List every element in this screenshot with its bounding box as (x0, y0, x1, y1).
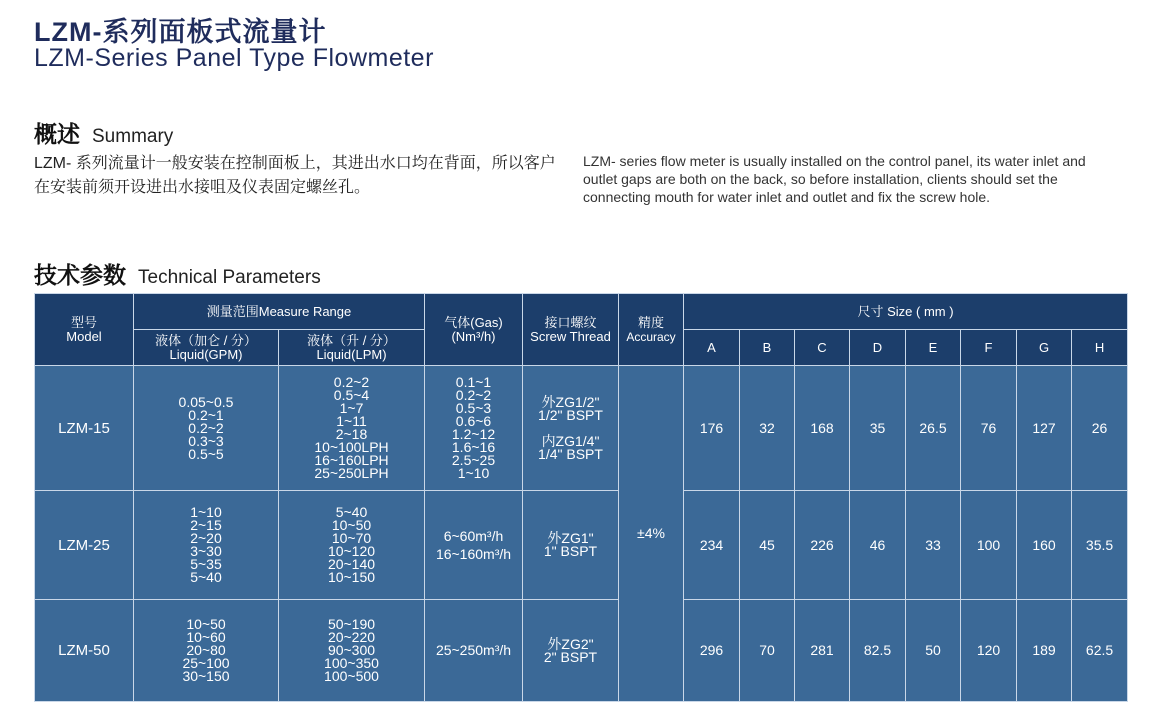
dim-g: 189 (1017, 600, 1072, 702)
dim-a: 176 (684, 366, 740, 491)
dim-d: 46 (850, 491, 906, 600)
header-dim-c: C (795, 330, 850, 366)
lpm-cell: 0.2~2 0.5~4 1~7 1~11 2~18 10~100LPH 16~160LPH 25~250LPH (279, 366, 425, 491)
header-dim-a: A (684, 330, 740, 366)
header-dim-g: G (1017, 330, 1072, 366)
thread-cell: 外ZG1/2" 1/2" BSPT 内ZG1/4" 1/4" BSPT (523, 366, 619, 491)
dim-g: 127 (1017, 366, 1072, 491)
gpm-cell: 1~10 2~15 2~20 3~30 5~35 5~40 (134, 491, 279, 600)
header-dim-h: H (1072, 330, 1128, 366)
thread-cell: 外ZG1" 1" BSPT (523, 491, 619, 600)
dim-f: 100 (961, 491, 1017, 600)
spec-table (34, 293, 1128, 702)
dim-b: 45 (740, 491, 795, 600)
dim-a: 296 (684, 600, 740, 702)
gas-cell: 25~250m³/h (425, 600, 523, 702)
model-cell: LZM-25 (35, 491, 134, 600)
accuracy-cell: ±4% (619, 366, 684, 702)
dim-c: 281 (795, 600, 850, 702)
dim-g: 160 (1017, 491, 1072, 600)
summary-heading (34, 116, 173, 149)
header-liquid-gpm: 液体（加仑 / 分） Liquid(GPM) (134, 330, 279, 366)
model-cell: LZM-15 (35, 366, 134, 491)
dim-d: 35 (850, 366, 906, 491)
header-dim-f: F (961, 330, 1017, 366)
table-row (35, 600, 1128, 702)
header-liquid-lpm: 液体（升 / 分） Liquid(LPM) (279, 330, 425, 366)
tech-heading (34, 257, 321, 290)
gpm-cell: 0.05~0.5 0.2~1 0.2~2 0.3~3 0.5~5 (134, 366, 279, 491)
header-accuracy: 精度 Accuracy (619, 294, 684, 366)
dim-c: 226 (795, 491, 850, 600)
dim-h: 62.5 (1072, 600, 1128, 702)
model-cell: LZM-50 (35, 600, 134, 702)
dim-c: 168 (795, 366, 850, 491)
dim-f: 76 (961, 366, 1017, 491)
gas-cell: 0.1~1 0.2~2 0.5~3 0.6~6 1.2~12 1.6~16 2.5~25 1~10 (425, 366, 523, 491)
page-title-en: LZM-Series Panel Type Flowmeter (34, 44, 434, 72)
header-measure-range: 测量范围Measure Range (134, 294, 425, 330)
lpm-cell: 50~190 20~220 90~300 100~350 100~500 (279, 600, 425, 702)
dim-h: 35.5 (1072, 491, 1128, 600)
header-gas: 气体(Gas) (Nm³/h) (425, 294, 523, 366)
tech-heading-en: Technical Parameters (138, 267, 321, 288)
table-row (35, 491, 1128, 600)
header-thread: 接口螺纹 Screw Thread (523, 294, 619, 366)
tech-heading-cn: 技术参数 (34, 262, 126, 288)
header-dim-d: D (850, 330, 906, 366)
lpm-cell: 5~40 10~50 10~70 10~120 20~140 10~150 (279, 491, 425, 600)
gpm-cell: 10~50 10~60 20~80 25~100 30~150 (134, 600, 279, 702)
page-title-cn: LZM-系列面板式流量计 (34, 17, 327, 47)
dim-b: 32 (740, 366, 795, 491)
dim-e: 50 (906, 600, 961, 702)
summary-text-en: LZM- series flow meter is usually installed on the control panel, its water inlet and outlet gaps are both on the back, so before installation, clients should set the connecting mouth for water inlet and outlet and fix the screw hole. (583, 153, 1086, 205)
header-dim-e: E (906, 330, 961, 366)
dim-a: 234 (684, 491, 740, 600)
thread-cell: 外ZG2" 2" BSPT (523, 600, 619, 702)
summary-heading-cn: 概述 (34, 121, 80, 147)
summary-heading-en: Summary (92, 126, 174, 147)
dim-f: 120 (961, 600, 1017, 702)
header-size: 尺寸 Size ( mm ) (684, 294, 1128, 330)
dim-h: 26 (1072, 366, 1128, 491)
dim-d: 82.5 (850, 600, 906, 702)
header-model: 型号 Model (35, 294, 134, 366)
table-row (35, 366, 1128, 491)
dim-b: 70 (740, 600, 795, 702)
summary-text-cn: LZM- 系列流量计一般安装在控制面板上，其进出水口均在背面，所以客户在安装前须开设进出水接咀及仪表固定螺丝孔。 (34, 155, 556, 196)
gas-cell: 6~60m³/h 16~160m³/h (425, 491, 523, 600)
dim-e: 33 (906, 491, 961, 600)
header-dim-b: B (740, 330, 795, 366)
dim-e: 26.5 (906, 366, 961, 491)
